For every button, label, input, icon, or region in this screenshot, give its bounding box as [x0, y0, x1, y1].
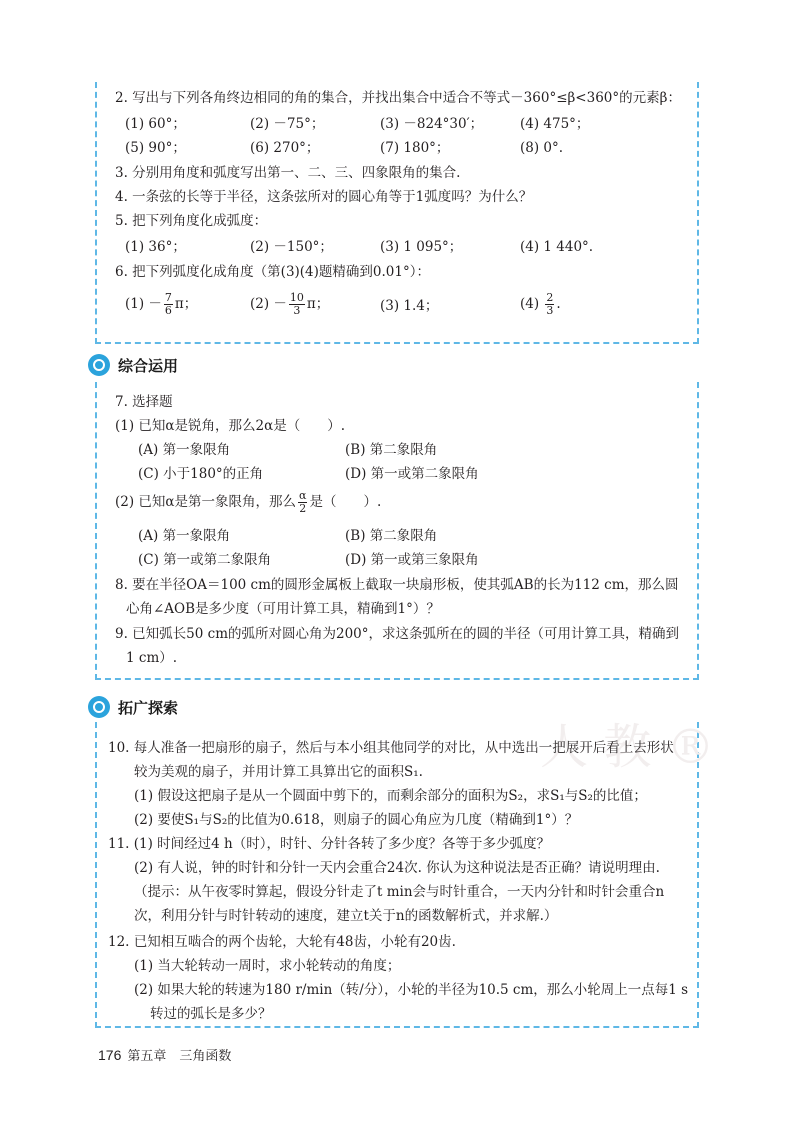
page-number: 176 — [98, 1047, 122, 1063]
section-header-explore — [88, 694, 178, 720]
fraction: $\frac{2}{3}$ — [546, 291, 554, 317]
q2-option: (1) 60°； — [125, 116, 186, 132]
q11-line4: 次，利用分针与时针转动的速度，建立t关于n的函数解析式，并求解.） — [134, 908, 558, 924]
q10-line1: 10. 每人准备一把扇形的扇子，然后与本小组其他同学的对比，从中选出一把展开后看上去形状 — [108, 740, 674, 756]
q8-line1: 8. 要在半径OA＝100 cm的圆形金属板上截取一块扇形板，使其弧AB的长为112 cm，那么圆 — [115, 577, 679, 593]
q7-sub1-option: (D) 第一或第二象限角 — [345, 466, 479, 482]
q10-line4: (2) 要使S₁与S₂的比值为0.618，则扇子的圆心角应为几度（精确到1°）？ — [134, 812, 579, 828]
q10-line3: (1) 假设这把扇子是从一个圆面中剪下的，而剩余部分的面积为S₂，求S₁与S₂的比值； — [134, 788, 647, 804]
q6-option-4: (4) $\frac{2}{3}$ . — [520, 291, 561, 317]
fraction: $\frac{10}{3}$ — [289, 291, 304, 317]
q7-sub1-option: (B) 第二象限角 — [345, 442, 438, 458]
q7-sub2-option: (C) 第一或第二象限角 — [138, 552, 272, 568]
q2-option: (2) －75°； — [250, 116, 325, 132]
q7-sub2-option: (A) 第一象限角 — [138, 528, 231, 544]
q7-sub2-option: (B) 第二象限角 — [345, 528, 438, 544]
q5-option: (1) 36°； — [125, 239, 186, 255]
q9-line2: 1 cm）. — [126, 650, 178, 666]
section-title: 拓广探索 — [118, 698, 179, 717]
section-header-apply — [88, 352, 178, 378]
q7-sub1-option: (C) 小于180°的正角 — [138, 466, 264, 482]
q6-stem: 6. 把下列弧度化成角度（第(3)(4)题精确到0.01°）： — [115, 264, 430, 280]
q2-stem: 2. 写出与下列各角终边相同的角的集合，并找出集合中适合不等式－360°≤β<360°的元素β： — [115, 90, 681, 106]
q2-option: (6) 270°； — [250, 140, 320, 156]
watermark-logo: 人 教 ® — [540, 719, 715, 775]
page-footer — [98, 1045, 231, 1064]
q12-line4: 转过的弧长是多少？ — [150, 1006, 272, 1022]
q5-option: (2) －150°； — [250, 239, 333, 255]
q11-line2: (2) 有人说，钟的时针和分针一天内会重合24次. 你认为这种说法是否正确？请说明理由. — [134, 860, 660, 876]
q6-option-3: (3) 1.4； — [380, 298, 439, 314]
q2-option: (4) 475°； — [520, 116, 590, 132]
q11-line3: （提示：从午夜零时算起，假设分针走了t min会与时针重合，一天内分针和时针会重合n — [134, 884, 665, 900]
q7-stem: 7. 选择题 — [115, 394, 173, 410]
q7-sub1-option: (A) 第一象限角 — [138, 442, 231, 458]
section-bullet-icon — [88, 354, 110, 376]
q5-option: (4) 1 440°. — [520, 239, 594, 255]
q9-line1: 9. 已知弧长50 cm的弧所对圆心角为200°，求这条弧所在的圆的半径（可用计算工具，精确到 — [115, 626, 680, 642]
q7-sub1-stem: (1) 已知α是锐角，那么2α是（ ）. — [115, 418, 346, 434]
q11-line1: 11. (1) 时间经过4 h（时），时针、分针各转了多少度？各等于多少弧度？ — [108, 836, 550, 852]
q10-line2: 较为美观的扇子，并用计算工具算出它的面积S₁. — [134, 764, 423, 780]
section-title: 综合运用 — [118, 356, 179, 375]
q2-option: (3) －824°30′； — [380, 116, 484, 132]
q8-line2: 心角∠AOB是多少度（可用计算工具，精确到1°）？ — [126, 601, 440, 617]
q2-option: (7) 180°； — [380, 140, 450, 156]
q7-sub2-stem: (2) 已知α是第一象限角，那么 $\frac{\alpha}{2}$ 是（ ）. — [115, 489, 382, 515]
q7-sub2-option: (D) 第一或第三象限角 — [345, 552, 479, 568]
q12-line1: 12. 已知相互啮合的两个齿轮，大轮有48齿，小轮有20齿. — [108, 934, 456, 950]
chapter-title: 第五章 三角函数 — [127, 1049, 232, 1064]
q2-option: (8) 0°. — [520, 140, 564, 156]
q5-option: (3) 1 095°； — [380, 239, 463, 255]
q2-option: (5) 90°； — [125, 140, 186, 156]
section-bullet-icon — [88, 696, 110, 718]
fraction: $\frac{7}{6}$ — [164, 291, 172, 317]
q5-stem: 5. 把下列角度化成弧度： — [115, 213, 268, 229]
q6-option-2: (2) － $\frac{10}{3}$ π； — [250, 291, 330, 317]
q4-text: 4. 一条弦的长等于半径，这条弦所对的圆心角等于1弧度吗？为什么？ — [115, 189, 533, 205]
fraction: $\frac{\alpha}{2}$ — [299, 489, 307, 515]
q12-line3: (2) 如果大轮的转速为180 r/min（转/分），小轮的半径为10.5 cm，那么小轮周上一点每1 s — [134, 982, 689, 998]
q12-line2: (1) 当大轮转动一周时，求小轮转动的角度； — [134, 958, 401, 974]
q6-option-1: (1) － $\frac{7}{6}$ π； — [125, 291, 198, 317]
q3-text: 3. 分别用角度和弧度写出第一、二、三、四象限角的集合. — [115, 165, 461, 181]
